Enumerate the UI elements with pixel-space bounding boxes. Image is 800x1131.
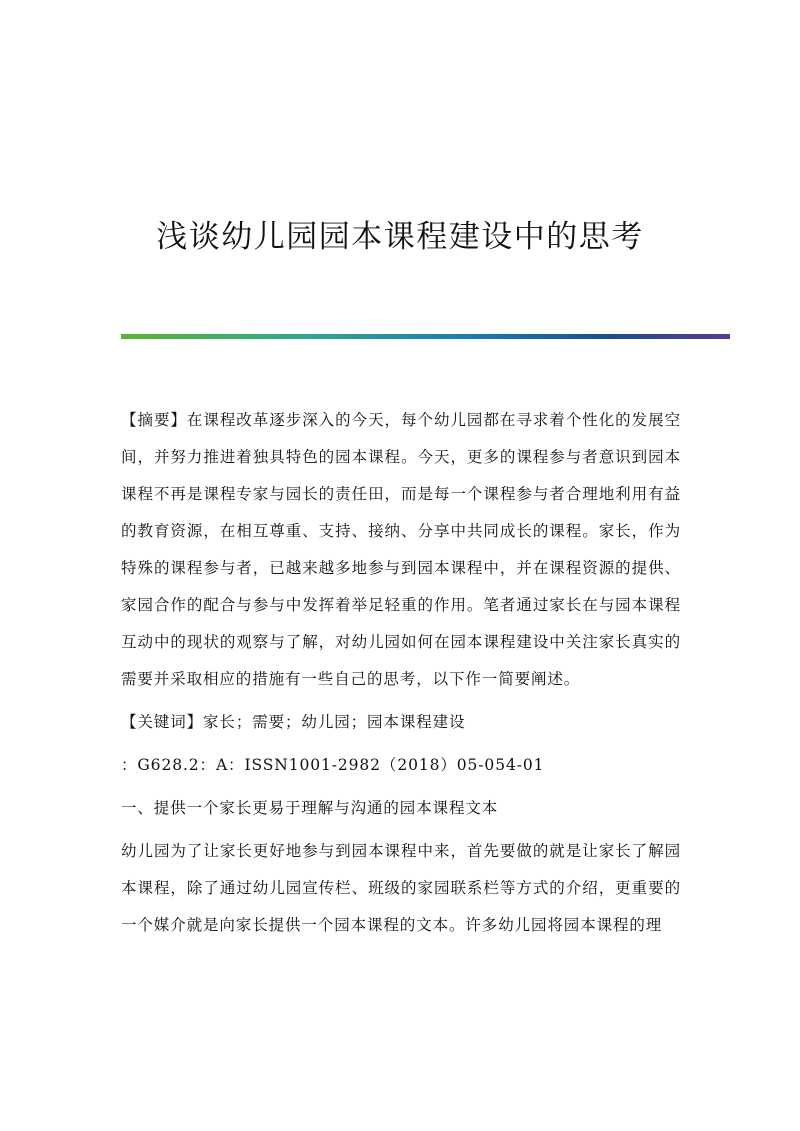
abstract-text: 在课程改革逐步深入的今天，每个幼儿园都在寻求着个性化的发展空间，并努力推进着独具特色的园本课程。今天，更多的课程参与者意识到园本课程不再是课程专家与园长的责任田，而是每一个课程参与者合理地利用有益的教育资源，在相互尊重、支持、接纳、分享中共同成长的课程。家长，作为特殊的课程参与者，已越来越多地参与到园本课程中，并在课程资源的提供、家园合作的配合与参与中发挥着举足轻重的作用。笔者通过家长在与园本课程互动中的现状的观察与了解，对幼儿园如何在园本课程建设中关注家长真实的需要并采取相应的措施有一些自己的思考，以下作一简要阐述。 (121, 411, 681, 688)
abstract-paragraph (121, 402, 681, 698)
section-heading: 一、提供一个家长更易于理解与沟通的园本课程文本 (121, 799, 499, 817)
classification-line: ：G628.2：A：ISSN1001-2982（2018）05-054-01 (121, 756, 545, 774)
article-body (121, 402, 681, 944)
title-divider (121, 334, 730, 339)
page-title: 浅谈幼儿园园本课程建设中的思考 (156, 218, 644, 255)
abstract-label: 【摘要】 (121, 411, 187, 429)
section-paragraph: 幼儿园为了让家长更好地参与到园本课程中来，首先要做的就是让家长了解园本课程，除了通过幼儿园宣传栏、班级的家园联系栏等方式的介绍，更重要的一个媒介就是向家长提供一个园本课程的文本。许多幼儿园将园本课程的理 (121, 842, 681, 934)
keywords-paragraph (121, 704, 681, 741)
keywords-label: 【关键词】 (121, 713, 204, 731)
keywords-text: 家长；需要；幼儿园；园本课程建设 (203, 713, 466, 731)
